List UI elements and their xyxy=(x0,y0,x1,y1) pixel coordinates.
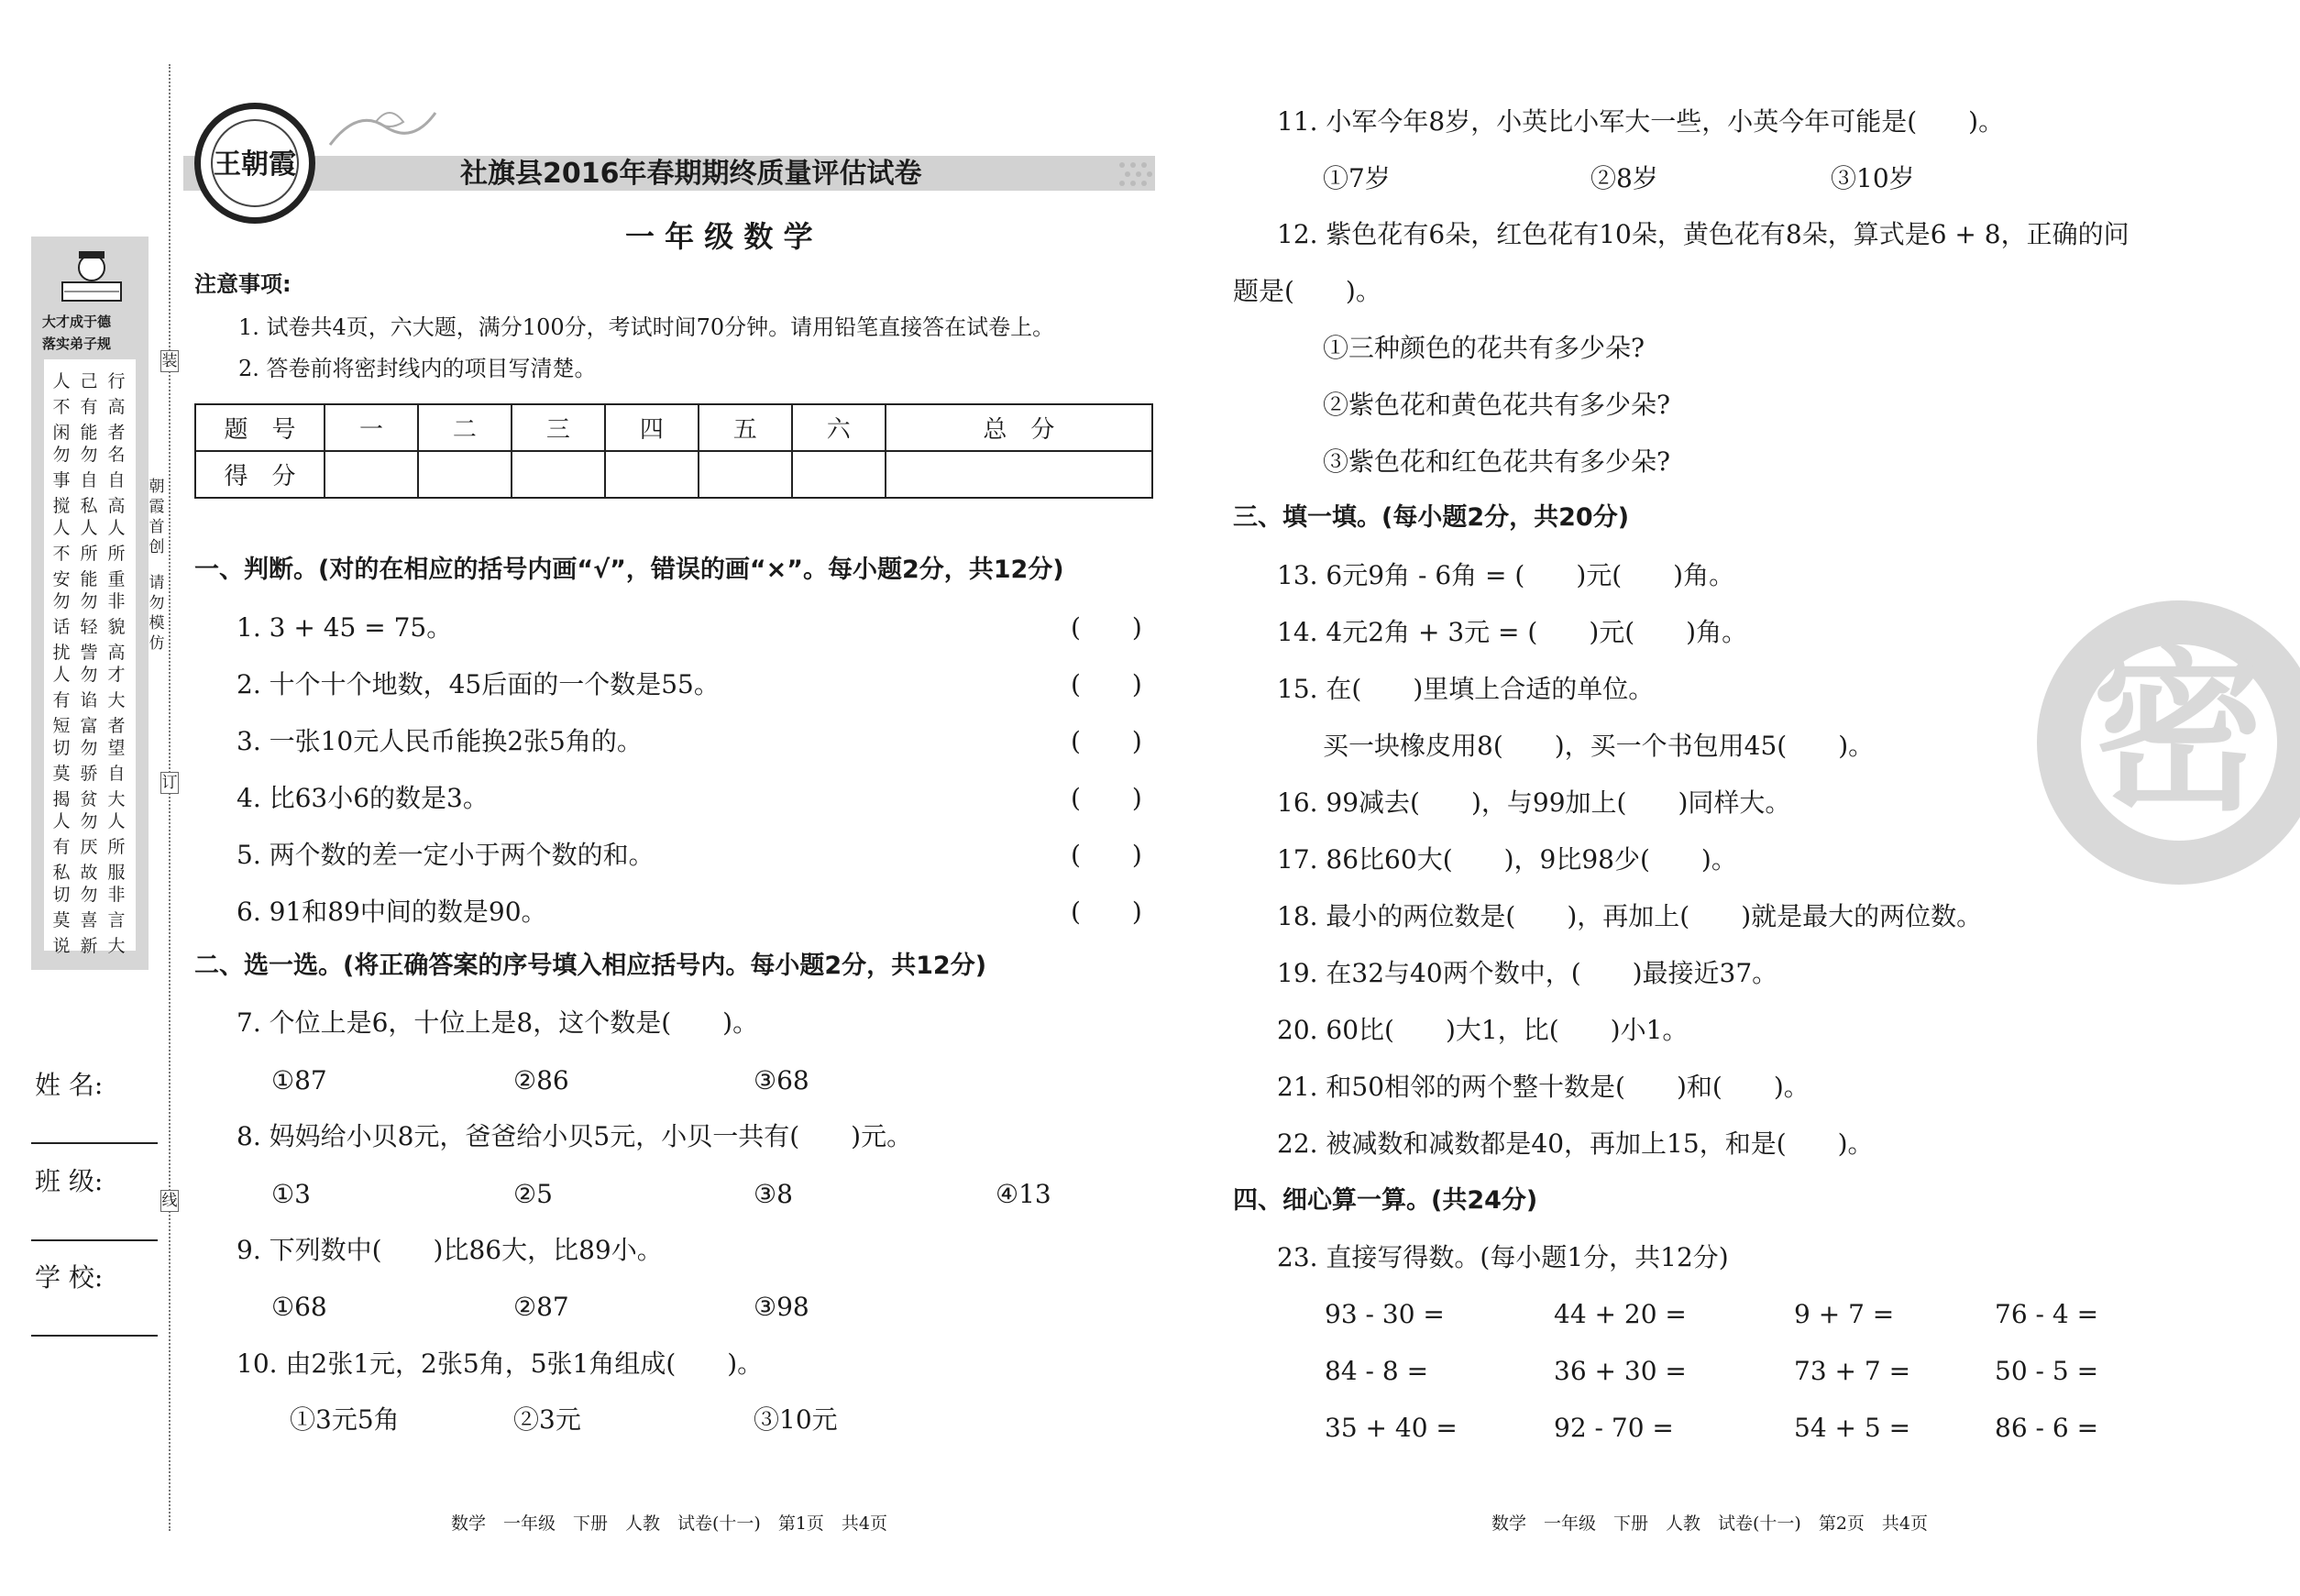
score-table-score-row xyxy=(195,451,1152,498)
q3-text: 3. 一张10元人民币能换2张5角的。 xyxy=(237,726,643,756)
motto-column: 勿 事 搅 xyxy=(52,445,71,516)
name-field[interactable] xyxy=(31,1142,158,1144)
binding-dotted-line xyxy=(169,64,171,1531)
q6-answer-paren[interactable]: ( ) xyxy=(1071,897,1142,927)
q9-text: 9. 下列数中( )比86大，比89小。 xyxy=(237,1235,663,1265)
motto-column: 人 有 短 xyxy=(52,665,71,736)
school-label: 学 校: xyxy=(35,1262,104,1293)
section2-heading: 二、选一选。(将正确答案的序号填入相应括号内。每小题2分，共12分) xyxy=(194,952,987,980)
q21-text[interactable]: 21. 和50相邻的两个整十数是( )和( )。 xyxy=(1277,1072,1810,1102)
q22-text[interactable]: 22. 被减数和减数都是40，再加上15，和是( )。 xyxy=(1277,1128,1874,1159)
q20-text[interactable]: 20. 60比( )大1，比( )小1。 xyxy=(1277,1015,1689,1045)
q8-text: 8. 妈妈给小贝8元，爸爸给小贝5元，小贝一共有( )元。 xyxy=(237,1121,913,1151)
score-input-cell[interactable] xyxy=(605,451,699,498)
seal-char-xian: 线 xyxy=(161,1192,178,1210)
score-table-header-row xyxy=(195,404,1152,451)
calc-item[interactable]: 36 + 30 = xyxy=(1554,1356,1687,1386)
q8-option-1[interactable]: ①3 xyxy=(271,1179,311,1209)
motto-column: 名 自 高 xyxy=(107,445,126,516)
q5-text: 5. 两个数的差一定小于两个数的和。 xyxy=(237,840,655,870)
score-input-cell[interactable] xyxy=(512,451,605,498)
calc-item[interactable]: 50 - 5 = xyxy=(1995,1356,2099,1386)
calc-item[interactable]: 84 - 8 = xyxy=(1325,1356,1429,1386)
q4-text: 4. 比63小6的数是3。 xyxy=(237,783,489,813)
q3-answer-paren[interactable]: ( ) xyxy=(1071,726,1142,756)
calc-item[interactable]: 44 + 20 = xyxy=(1554,1299,1687,1329)
q13-text[interactable]: 13. 6元9角 - 6角 = ( )元( )角。 xyxy=(1277,560,1735,590)
seal-char-zhuang: 装 xyxy=(161,352,178,370)
q7-option-3[interactable]: ③68 xyxy=(754,1065,809,1095)
section4-heading: 四、细心算一算。(共24分) xyxy=(1233,1186,1538,1215)
q10-text: 10. 由2张1元，2张5角，5张1角组成( )。 xyxy=(237,1348,764,1379)
motto-column: 勿 骄 贫 xyxy=(80,738,98,809)
score-table-cell: 三 xyxy=(512,404,605,451)
q10-option-3[interactable]: ③10元 xyxy=(754,1404,838,1435)
score-table-cell: 得 分 xyxy=(195,451,325,498)
motto-column: 非 言 大 xyxy=(107,885,126,956)
score-input-cell[interactable] xyxy=(886,451,1152,498)
calc-item[interactable]: 92 - 70 = xyxy=(1554,1413,1674,1443)
motto-column: 才 大 者 xyxy=(107,665,126,736)
q15-sub-text[interactable]: 买一块橡皮用8( )，买一个书包用45( )。 xyxy=(1323,731,1875,761)
q7-option-1[interactable]: ①87 xyxy=(271,1065,327,1095)
q17-text[interactable]: 17. 86比60大( )，9比98少( )。 xyxy=(1277,844,1737,875)
q10-option-2[interactable]: ②3元 xyxy=(513,1404,581,1435)
q9-option-2[interactable]: ②87 xyxy=(513,1292,569,1322)
class-label: 班 级: xyxy=(35,1166,104,1196)
calc-item[interactable]: 86 - 6 = xyxy=(1995,1413,2099,1443)
seal-char-ding: 订 xyxy=(161,774,178,792)
q12-text-line2: 题是( )。 xyxy=(1233,276,1381,306)
calc-item[interactable]: 9 + 7 = xyxy=(1794,1299,1895,1329)
section1-heading: 一、判断。(对的在相应的括号内画“√”，错误的画“×”。每小题2分，共12分) xyxy=(194,556,1064,584)
calc-item[interactable]: 93 - 30 = xyxy=(1325,1299,1445,1329)
side-warning-text: 朝 霞 首 创 xyxy=(149,478,165,556)
name-label: 姓 名: xyxy=(35,1070,104,1100)
q11-option-2[interactable]: ②8岁 xyxy=(1590,163,1658,193)
score-input-cell[interactable] xyxy=(418,451,512,498)
calc-item[interactable]: 54 + 5 = xyxy=(1794,1413,1911,1443)
q7-option-2[interactable]: ②86 xyxy=(513,1065,569,1095)
subject-title: 一 年 级 数 学 xyxy=(625,219,813,254)
q19-text[interactable]: 19. 在32与40两个数中，( )最接近37。 xyxy=(1277,958,1778,988)
school-field[interactable] xyxy=(31,1335,158,1337)
score-table-cell: 二 xyxy=(418,404,512,451)
q9-option-1[interactable]: ①68 xyxy=(271,1292,327,1322)
motto-column: 勿 谄 富 xyxy=(80,665,98,736)
notice-item-1: 1. 试卷共4页，六大题，满分100分，考试时间70分钟。请用铅笔直接答在试卷上。 xyxy=(238,314,1055,340)
q4-answer-paren[interactable]: ( ) xyxy=(1071,783,1142,813)
motto-column: 勿 话 扰 xyxy=(52,591,71,663)
side-warning-text: 请 勿 模 仿 xyxy=(149,574,165,653)
motto-column: 人 所 能 xyxy=(80,518,98,589)
publisher-logo-text: 王朝霞 xyxy=(211,119,299,207)
calc-item[interactable]: 73 + 7 = xyxy=(1794,1356,1911,1386)
motto-column: 勿 厌 故 xyxy=(80,811,98,883)
score-table-cell: 一 xyxy=(325,404,418,451)
score-input-cell[interactable] xyxy=(325,451,418,498)
footer-page-2: 数学 一年级 下册 人教 试卷(十一) 第2页 共4页 xyxy=(1491,1513,1929,1534)
q6-text: 6. 91和89中间的数是90。 xyxy=(237,897,547,927)
q8-option-3[interactable]: ③8 xyxy=(754,1179,793,1209)
score-table-cell: 六 xyxy=(792,404,886,451)
q16-text[interactable]: 16. 99减去( )，与99加上( )同样大。 xyxy=(1277,787,1791,818)
q18-text[interactable]: 18. 最小的两位数是( )，再加上( )就是最大的两位数。 xyxy=(1277,901,1983,931)
side-warning-2 xyxy=(149,573,165,654)
q12-text-line1: 12. 紫色花有6朵，红色花有10朵，黄色花有8朵，算式是6 + 8，正确的问 xyxy=(1277,219,2129,249)
motto-column: 非 貌 高 xyxy=(107,591,126,663)
motto-column: 望 自 大 xyxy=(107,738,126,809)
motto-column: 切 莫 说 xyxy=(52,885,71,956)
score-table-cell: 题 号 xyxy=(195,404,325,451)
q14-text[interactable]: 14. 4元2角 + 3元 = ( )元( )角。 xyxy=(1277,617,1748,647)
q9-option-3[interactable]: ③98 xyxy=(754,1292,809,1322)
q5-answer-paren[interactable]: ( ) xyxy=(1071,840,1142,870)
motto-column: 勿 轻 訾 xyxy=(80,591,98,663)
confidential-stamp-char: 密 xyxy=(2092,632,2267,834)
banner-dots xyxy=(1117,158,1157,189)
motto-column: 人 有 私 xyxy=(52,811,71,883)
motto-column: 己 有 能 xyxy=(80,371,98,443)
q7-text: 7. 个位上是6，十位上是8，这个数是( )。 xyxy=(237,1007,759,1038)
q2-text: 2. 十个十个地数，45后面的一个数是55。 xyxy=(237,669,720,699)
motto-column: 人 所 服 xyxy=(107,811,126,883)
notice-item-2: 2. 答卷前将密封线内的项目写清楚。 xyxy=(238,356,597,381)
side-warning-1 xyxy=(149,477,165,557)
class-field[interactable] xyxy=(31,1239,158,1241)
q11-option-3[interactable]: ③10岁 xyxy=(1831,163,1915,193)
ribbon-icon xyxy=(321,99,440,163)
score-input-cell[interactable] xyxy=(699,451,792,498)
motto-column: 切 莫 揭 xyxy=(52,738,71,809)
q1-text: 1. 3 + 45 = 75。 xyxy=(237,612,453,643)
sidebar-slogan-1: 大才成于德 xyxy=(42,314,112,330)
q1-answer-paren[interactable]: ( ) xyxy=(1071,612,1142,643)
q12-option-3[interactable]: ③紫色花和红色花共有多少朵? xyxy=(1323,446,1671,477)
score-table-cell: 五 xyxy=(699,404,792,451)
calc-item[interactable]: 76 - 4 = xyxy=(1995,1299,2099,1329)
notice-heading: 注意事项: xyxy=(194,271,292,297)
q8-option-2[interactable]: ②5 xyxy=(513,1179,553,1209)
score-table-cell: 四 xyxy=(605,404,699,451)
motto-column: 人 所 重 xyxy=(107,518,126,589)
score-input-cell[interactable] xyxy=(792,451,886,498)
motto-column: 人 不 安 xyxy=(52,518,71,589)
q23-text: 23. 直接写得数。(每小题1分，共12分) xyxy=(1277,1242,1729,1272)
motto-column: 勿 喜 新 xyxy=(80,885,98,956)
q12-option-1[interactable]: ①三种颜色的花共有多少朵? xyxy=(1323,333,1645,363)
section3-heading: 三、填一填。(每小题2分，共20分) xyxy=(1233,503,1630,532)
calc-item[interactable]: 35 + 40 = xyxy=(1325,1413,1458,1443)
score-table xyxy=(194,403,1153,499)
q15-text[interactable]: 15. 在( )里填上合适的单位。 xyxy=(1277,674,1655,704)
motto-column: 勿 自 私 xyxy=(80,445,98,516)
q10-option-1[interactable]: ①3元5角 xyxy=(290,1404,400,1435)
motto-column: 行 高 者 xyxy=(107,371,126,443)
student-illustration xyxy=(46,246,138,310)
score-table-cell: 总 分 xyxy=(886,404,1152,451)
sidebar-slogan-2: 落实弟子规 xyxy=(42,336,112,352)
q8-option-4[interactable]: ④13 xyxy=(996,1179,1051,1209)
motto-columns xyxy=(44,359,136,956)
exam-title: 社旗县2016年春期期终质量评估试卷 xyxy=(460,158,922,190)
footer-page-1: 数学 一年级 下册 人教 试卷(十一) 第1页 共4页 xyxy=(451,1513,888,1534)
motto-column: 人 不 闲 xyxy=(52,371,71,443)
q12-option-2[interactable]: ②紫色花和黄色花共有多少朵? xyxy=(1323,390,1671,420)
q11-option-1[interactable]: ①7岁 xyxy=(1323,163,1391,193)
q11-text: 11. 小军今年8岁，小英比小军大一些，小英今年可能是( )。 xyxy=(1277,106,2005,137)
q2-answer-paren[interactable]: ( ) xyxy=(1071,669,1142,699)
